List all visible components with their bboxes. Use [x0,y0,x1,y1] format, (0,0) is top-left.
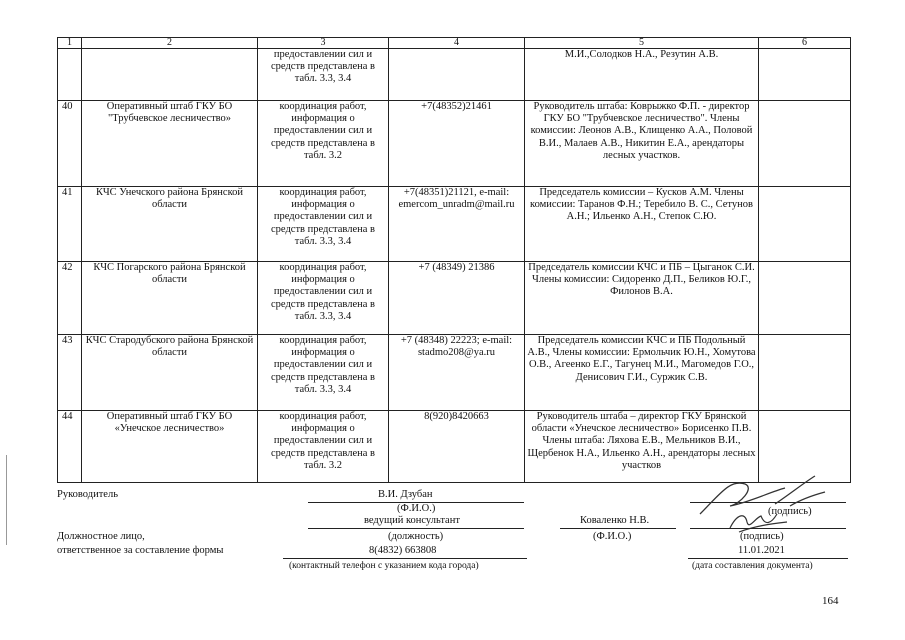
scan-edge-mark [6,455,7,545]
cell-name: КЧС Погарского района Брянской области [82,262,258,335]
cell-members: Председатель комиссии – Кусков А.М. Члены комиссии: Таранов Ф.Н.; Теребило В. С., Сетунов А.Н.; Ильенко А.Н., Степок С.Ю. [525,187,759,262]
cell-name: Оперативный штаб ГКУ БО "Трубчевское лесничество» [82,101,258,187]
row-number: 41 [58,187,82,262]
phone-value: 8(4832) 663808 [369,545,437,556]
cell-function: координация работ, информация о предоставлении сил и средств представлена в табл. 3.2 [258,411,389,483]
cell-name: КЧС Унечского района Брянской области [82,187,258,262]
cell-function: предоставлении сил и средств представлена в табл. 3.3, 3.4 [258,49,389,101]
column-header: 3 [258,38,389,49]
column-header: 2 [82,38,258,49]
cell-name: Оперативный штаб ГКУ БО «Унечское лесничество» [82,411,258,483]
cell-members: Председатель комиссии КЧС и ПБ – Цыганок С.И. Члены комиссии: Сидоренко Д.П., Беликов Ю.Г., Филонов В.А. [525,262,759,335]
phone-caption: (контактный телефон с указанием кода города) [289,561,479,571]
table-row [58,335,851,411]
row-number: 43 [58,335,82,411]
date-line [688,558,848,559]
table-header-row [58,38,851,49]
cell-members: М.И.,Солодков Н.А., Резутин А.В. [525,49,759,101]
column-header: 5 [525,38,759,49]
signature-line-2 [690,528,846,529]
cell-function: координация работ, информация о предоставлении сил и средств представлена в табл. 3.3, 3.4 [258,187,389,262]
row-number: 40 [58,101,82,187]
cell-name: КЧС Стародубского района Брянской области [82,335,258,411]
cell-contact: 8(920)8420663 [389,411,525,483]
table-row [58,262,851,335]
cell-contact: +7(48351)21121, e-mail: emercom_unradm@mail.ru [389,187,525,262]
cell-note [759,187,851,262]
row-number [58,49,82,101]
commissions-table [57,37,851,483]
row-number: 42 [58,262,82,335]
responsible-name: Коваленко Н.В. [580,515,650,526]
date-value: 11.01.2021 [738,545,785,556]
cell-note [759,49,851,101]
responsible-label-2: ответственное за составление формы [57,545,224,556]
cell-name [82,49,258,101]
row-number: 44 [58,411,82,483]
cell-function: координация работ, информация о предоставлении сил и средств представлена в табл. 3.3, 3.4 [258,262,389,335]
cell-note [759,262,851,335]
cell-contact: +7 (48349) 21386 [389,262,525,335]
column-header: 1 [58,38,82,49]
head-label: Руководитель [57,489,118,500]
cell-members: Руководитель штаба – директор ГКУ Брянской области «Унечское лесничество» Борисенко П.В. Члены штаба: Ляхова Е.В., Мельников В.И., Щербенок Н.А., Ильенко А.Н., арендаторы лесных участков [525,411,759,483]
position-value: ведущий консультант [364,515,460,526]
column-header: 6 [759,38,851,49]
cell-members: Председатель комиссии КЧС и ПБ Подольный А.В., Члены комиссии: Ермольчик Ю.Н., Хомутова О.В., Агеенко Е.Г., Тагунец М.И., Магомедов Г.О., Денисович Г.И., Суржик С.В. [525,335,759,411]
responsible-label-1: Должностное лицо, [57,531,145,542]
column-header: 4 [389,38,525,49]
table-row [58,187,851,262]
table-row [58,49,851,101]
position-line [308,528,524,529]
signature-caption: (подпись) [768,506,812,517]
date-caption: (дата составления документа) [692,561,813,571]
cell-contact: +7(48352)21461 [389,101,525,187]
signature-caption-2: (подпись) [740,531,784,542]
cell-note [759,101,851,187]
cell-contact [389,49,525,101]
table-row [58,101,851,187]
phone-line [283,558,527,559]
cell-note [759,411,851,483]
fio-caption: (Ф.И.О.) [397,503,436,514]
cell-note [759,335,851,411]
head-name: В.И. Дзубан [378,489,433,500]
position-caption: (должность) [388,531,444,542]
cell-members: Руководитель штаба: Коврыжко Ф.П. - директор ГКУ БО "Трубчевское лесничество". Члены комиссии: Леонов А.В., Клищенко А.А., Половой В.И., Малаев А.В., Никитин Е.А., арендаторы лесных участков. [525,101,759,187]
page-number: 164 [822,595,839,607]
fio-caption-2: (Ф.И.О.) [593,531,632,542]
table-row [58,411,851,483]
cell-function: координация работ, информация о предоставлении сил и средств представлена в табл. 3.3, 3.4 [258,335,389,411]
responsible-name-line [560,528,676,529]
cell-function: координация работ, информация о предоставлении сил и средств представлена в табл. 3.2 [258,101,389,187]
cell-contact: +7 (48348) 22223; e-mail: stadmo208@ya.ru [389,335,525,411]
